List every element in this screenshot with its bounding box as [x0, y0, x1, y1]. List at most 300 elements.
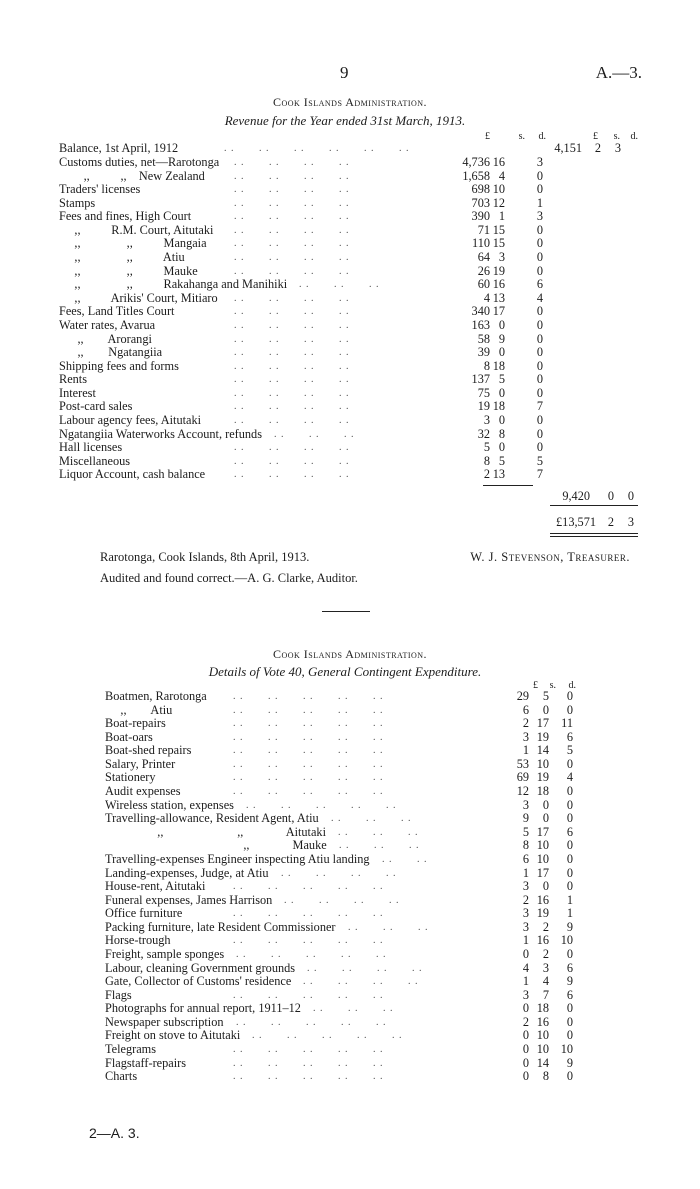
cell-shillings: 18: [536, 1001, 549, 1016]
cell-shillings: 10: [536, 851, 549, 866]
table-row: [105, 1016, 585, 1030]
cell-shillings: 16: [536, 892, 549, 907]
table-row: [59, 468, 559, 482]
table-row: [105, 934, 585, 948]
row-label: ,, ,, Mangaia: [59, 236, 207, 251]
row-label: Freight, sample sponges: [105, 946, 225, 961]
cell-shillings: 4: [498, 168, 505, 183]
table-row: [59, 210, 559, 224]
leader-dots: . . . . . . . .: [234, 374, 374, 386]
cell-pounds: 58: [477, 331, 490, 346]
leader-dots: . . . . . . . .: [234, 360, 374, 372]
exp-header-pence: d.: [568, 680, 576, 691]
exp-header-shillings: s.: [549, 680, 556, 691]
revenue-grand-total: [548, 515, 638, 529]
cell-pounds: 3: [522, 919, 529, 934]
cell-shillings: 12: [492, 195, 505, 210]
row-label: Horse-trough: [105, 933, 171, 948]
cell-pounds: 5: [483, 440, 490, 455]
cell-pounds: 9: [522, 811, 529, 826]
cell-pounds: 39: [477, 345, 490, 360]
leader-dots: . . . . . . . .: [307, 962, 447, 974]
total-rule-top: [550, 505, 638, 506]
cell-shillings: 0: [498, 385, 505, 400]
cell-pence: 0: [566, 879, 573, 894]
table-row: [59, 305, 559, 319]
table-row: [59, 373, 559, 387]
row-label: House-rent, Aitutaki: [105, 879, 206, 894]
row-label: Boatmen, Rarotonga: [105, 689, 207, 703]
leader-dots: . . . . . . . . . .: [246, 799, 421, 811]
row-label: Salary, Printer: [105, 756, 176, 771]
table-row: [59, 333, 559, 347]
row-label: Travelling-allowance, Resident Agent, Atiu: [105, 811, 319, 826]
cell-pence: 0: [566, 865, 573, 880]
revenue-subtotal: [548, 489, 638, 503]
cell-pence: 0: [536, 440, 543, 455]
table-row: [59, 278, 559, 292]
table-row: [59, 156, 559, 170]
table-row: [105, 704, 585, 718]
cell-shillings: 17: [492, 304, 505, 319]
cell-pence: 0: [536, 304, 543, 319]
table-row: [59, 237, 559, 251]
cell-pounds: 53: [516, 756, 529, 771]
table-row: [59, 197, 559, 211]
table-row: [59, 265, 559, 279]
cell-pence: 1: [566, 892, 573, 907]
revenue-items: [59, 156, 559, 482]
leader-dots: . . . . . . . . . .: [233, 1071, 408, 1083]
row-label: Funeral expenses, James Harrison: [105, 892, 273, 907]
cell-shillings: 17: [536, 824, 549, 839]
cell-pence: 1: [566, 906, 573, 921]
cell-shillings: 0: [498, 345, 505, 360]
cell-shillings: 18: [492, 358, 505, 373]
row-label: Shipping fees and forms: [59, 358, 179, 373]
cell-pounds: 0: [522, 1042, 529, 1057]
exp-header-pounds: £: [533, 680, 538, 691]
row-label: Flags: [105, 987, 132, 1002]
cell-shillings: 18: [536, 784, 549, 799]
cell-shillings: 10: [536, 838, 549, 853]
cell-pounds: 0: [522, 1028, 529, 1043]
leader-dots: . . . .: [382, 853, 452, 865]
cell-pounds: 60: [477, 277, 490, 292]
cell-shillings: 16: [492, 277, 505, 292]
row-label: ,, Arorangi: [59, 331, 152, 346]
cell-pounds: 1: [522, 933, 529, 948]
leader-dots: . . . . . . . . . .: [252, 1030, 427, 1042]
cell-pence: 5: [566, 743, 573, 758]
balance-shillings: 2: [594, 141, 601, 155]
leader-dots: . . . . . . . .: [234, 184, 374, 196]
leader-dots: . . . . . .: [274, 428, 379, 440]
leader-dots: . . . . . .: [299, 279, 404, 291]
cell-shillings: 0: [498, 412, 505, 427]
row-label: Packing furniture, late Resident Commissioner: [105, 919, 336, 934]
table-row: [59, 455, 559, 469]
cell-pence: 0: [536, 412, 543, 427]
leader-dots: . . . . . . . .: [234, 401, 374, 413]
row-label: Hall licenses: [59, 440, 123, 455]
row-label: Boat-repairs: [105, 716, 166, 731]
cell-shillings: 3: [542, 960, 549, 975]
table-row: [105, 799, 585, 813]
row-label: Charts: [105, 1069, 138, 1084]
cell-pence: 1: [536, 195, 543, 210]
cell-pence: 9: [566, 1055, 573, 1070]
cell-shillings: 16: [492, 155, 505, 169]
leader-dots: . . . . . . . . . . . .: [224, 143, 434, 154]
cell-pounds: 703: [471, 195, 490, 210]
cell-pounds: 3: [522, 797, 529, 812]
cell-shillings: 19: [536, 906, 549, 921]
leader-dots: . . . . . . . .: [234, 333, 374, 345]
cell-pence: 0: [536, 263, 543, 278]
cell-shillings: 18: [492, 399, 505, 414]
cell-pence: 9: [566, 974, 573, 989]
cell-pence: 0: [536, 426, 543, 441]
cell-pence: 10: [560, 1042, 573, 1057]
leader-dots: . . . . . . . . . .: [233, 704, 408, 716]
row-label: ,, ,, Atiu: [59, 250, 185, 265]
row-label: Stationery: [105, 770, 156, 785]
cell-pounds: 137: [471, 372, 490, 387]
cell-shillings: 0: [542, 811, 549, 826]
leader-dots: . . . . . . . .: [234, 170, 374, 182]
cell-pence: 6: [566, 729, 573, 744]
row-label: ,, ,, New Zealand: [59, 168, 205, 183]
subtotal-pence: 0: [627, 489, 634, 503]
leader-dots: . . . . . . . .: [234, 197, 374, 209]
cell-pence: 0: [566, 1014, 573, 1029]
cell-pence: 0: [566, 784, 573, 799]
table-row: [105, 771, 585, 785]
table-row: [105, 717, 585, 731]
table-row: [59, 319, 559, 333]
cell-pence: 0: [566, 946, 573, 961]
cell-pounds: 4,736: [462, 155, 490, 169]
total-rule-double-a: [550, 533, 638, 534]
cell-pence: 0: [536, 358, 543, 373]
row-label: ,, Arikis' Court, Mitiaro: [59, 290, 218, 305]
cell-pence: 0: [566, 838, 573, 853]
cell-pounds: 0: [522, 1001, 529, 1016]
row-label: ,, ,, Rakahanga and Manihiki: [59, 277, 288, 292]
cell-shillings: 19: [536, 729, 549, 744]
leader-dots: . . . . . . . . . .: [236, 1016, 411, 1028]
leader-dots: . . . . . . . .: [234, 455, 374, 467]
cell-shillings: 5: [498, 372, 505, 387]
cell-pence: 0: [566, 797, 573, 812]
cell-pounds: 6: [522, 851, 529, 866]
cell-pounds: 8: [483, 358, 490, 373]
cell-pence: 9: [566, 919, 573, 934]
row-label: Liquor Account, cash balance: [59, 467, 206, 482]
cell-pence: 0: [536, 222, 543, 237]
cell-pounds: 29: [516, 689, 529, 703]
leader-dots: . . . . . . . .: [284, 894, 424, 906]
cell-pence: 0: [566, 851, 573, 866]
cell-pence: 3: [536, 155, 543, 169]
table-row: [105, 880, 585, 894]
row-label: Office furniture: [105, 906, 183, 921]
table-row: [105, 867, 585, 881]
cell-pence: 0: [536, 345, 543, 360]
leader-dots: . . . . . . . . . .: [233, 1044, 408, 1056]
col-header-pence: d.: [538, 131, 546, 142]
cell-pounds: 163: [471, 317, 490, 332]
balance-pence: 3: [614, 141, 621, 155]
leader-dots: . . . . . . . .: [234, 292, 374, 304]
cell-pounds: 5: [522, 824, 529, 839]
table-row: [59, 346, 559, 360]
row-label: Ngatangiia Waterworks Account, refunds: [59, 426, 262, 441]
leader-dots: . . . . . . . . . .: [233, 908, 408, 920]
row-label: Interest: [59, 385, 96, 400]
cell-pence: 4: [536, 290, 543, 305]
cell-shillings: 0: [498, 440, 505, 455]
cell-shillings: 14: [536, 1055, 549, 1070]
leader-dots: . . . . . . . .: [234, 224, 374, 236]
cell-shillings: 10: [536, 1042, 549, 1057]
leader-dots: . . . . . .: [313, 1003, 418, 1015]
cell-pounds: 3: [522, 879, 529, 894]
table-row: [59, 400, 559, 414]
table-row: [59, 387, 559, 401]
row-label: Traders' licenses: [59, 182, 141, 197]
revenue-subtitle: Revenue for the Year ended 31st March, 1913.: [224, 113, 466, 128]
table-row: [105, 962, 585, 976]
cell-pence: 6: [566, 960, 573, 975]
cell-shillings: 10: [536, 1028, 549, 1043]
cell-pence: 0: [566, 1069, 573, 1084]
table-row: [105, 785, 585, 799]
row-label: Telegrams: [105, 1042, 157, 1057]
row-label: Post-card sales: [59, 399, 133, 414]
cell-shillings: 0: [542, 797, 549, 812]
total-header-shillings: s.: [613, 131, 620, 142]
row-label: Miscellaneous: [59, 453, 131, 468]
cell-pounds: 3: [522, 987, 529, 1002]
row-label: Fees, Land Titles Court: [59, 304, 175, 319]
leader-dots: . . . . . .: [339, 840, 444, 852]
row-label: Water rates, Avarua: [59, 317, 156, 332]
row-label: Boat-shed repairs: [105, 743, 192, 758]
cell-pounds: 32: [477, 426, 490, 441]
table-row: [105, 853, 585, 867]
cell-shillings: 7: [542, 987, 549, 1002]
page-number: 9: [340, 63, 349, 82]
total-rule-double-b: [550, 536, 638, 537]
cell-pounds: 3: [522, 729, 529, 744]
revenue-title: Cook Islands Administration.: [272, 95, 428, 109]
subtotal-shillings: 0: [607, 489, 614, 503]
cell-pence: 6: [566, 987, 573, 1002]
cell-pence: 4: [566, 770, 573, 785]
cell-pounds: 3: [522, 906, 529, 921]
row-label: Newspaper subscription: [105, 1014, 224, 1029]
cell-shillings: 10: [492, 182, 505, 197]
cell-pence: 0: [536, 372, 543, 387]
balance-label: Balance, 1st April, 1912: [59, 141, 179, 155]
leader-dots: . . . . . . . .: [303, 976, 443, 988]
cell-pence: 0: [536, 317, 543, 332]
cell-shillings: 2: [542, 919, 549, 934]
cell-pence: 0: [566, 756, 573, 771]
table-row: [105, 1057, 585, 1071]
row-label: ,, ,, Aitutaki: [105, 824, 327, 839]
leader-dots: . . . . . . . .: [234, 306, 374, 318]
expenditure-items: [105, 690, 585, 1084]
cell-shillings: 16: [536, 933, 549, 948]
table-row: [59, 360, 559, 374]
table-row: [105, 1029, 585, 1043]
table-row: [105, 826, 585, 840]
cell-shillings: 15: [492, 236, 505, 251]
leader-dots: . . . . . . . .: [234, 319, 374, 331]
cell-pounds: 0: [522, 946, 529, 961]
cell-shillings: 0: [542, 879, 549, 894]
cell-pounds: 110: [472, 236, 490, 251]
cell-shillings: 4: [542, 974, 549, 989]
leader-dots: . . . . . . . . . .: [233, 935, 408, 947]
table-row: [105, 894, 585, 908]
page-reference: A.—3.: [595, 63, 642, 82]
table-row: [59, 441, 559, 455]
leader-dots: . . . . . .: [348, 921, 453, 933]
leader-dots: . . . . . . . . . .: [233, 731, 408, 743]
table-row: [105, 921, 585, 935]
cell-shillings: 0: [498, 317, 505, 332]
cell-shillings: 0: [542, 702, 549, 717]
cell-pounds: 6: [522, 702, 529, 717]
subtotal-pounds: 9,420: [562, 489, 590, 503]
table-row: [105, 839, 585, 853]
total-header-pounds: £: [593, 131, 598, 142]
expenditure-title: Cook Islands Administration.: [272, 647, 428, 661]
table-row: [59, 292, 559, 306]
cell-pounds: 3: [483, 412, 490, 427]
cell-pounds: 26: [477, 263, 490, 278]
table-row: [105, 1070, 585, 1084]
row-label: Labour, cleaning Government grounds: [105, 960, 296, 975]
table-row: [59, 170, 559, 184]
balance-pounds: 4,151: [554, 141, 582, 155]
section-divider: [322, 611, 370, 612]
cell-pence: 3: [536, 209, 543, 224]
leader-dots: . . . . . . . . . .: [233, 691, 408, 702]
leader-dots: . . . . . .: [331, 813, 436, 825]
table-row: [105, 744, 585, 758]
cell-pence: 0: [566, 811, 573, 826]
cell-shillings: 14: [536, 743, 549, 758]
table-row: [105, 907, 585, 921]
cell-pence: 0: [566, 1001, 573, 1016]
cell-pounds: 2: [522, 892, 529, 907]
table-row: [59, 183, 559, 197]
leader-dots: . . . . . . . .: [234, 387, 374, 399]
row-label: Stamps: [59, 195, 96, 210]
row-label: Photographs for annual report, 1911–12: [105, 1001, 301, 1016]
leader-dots: . . . . . . . . . .: [233, 881, 408, 893]
cell-pence: 5: [536, 453, 543, 468]
row-label: Customs duties, net—Rarotonga: [59, 155, 220, 169]
cell-shillings: 1: [498, 209, 505, 224]
cell-shillings: 16: [536, 1014, 549, 1029]
cell-pounds: 1,658: [462, 168, 490, 183]
cell-pounds: 19: [477, 399, 490, 414]
cell-pounds: 698: [471, 182, 490, 197]
cell-pence: 0: [566, 689, 573, 703]
expenditure-subtitle: Details of Vote 40, General Contingent Expenditure.: [208, 664, 482, 679]
cell-pounds: 2: [522, 1014, 529, 1029]
cell-shillings: 2: [542, 946, 549, 961]
cell-pounds: 71: [477, 222, 490, 237]
cell-pounds: 340: [471, 304, 490, 319]
cell-shillings: 8: [498, 426, 505, 441]
col-header-shillings: s.: [518, 131, 525, 142]
table-row: [105, 758, 585, 772]
total-header-pence: d.: [630, 131, 638, 142]
cell-pence: 0: [536, 331, 543, 346]
table-row: [105, 948, 585, 962]
cell-pounds: 64: [477, 250, 490, 265]
row-label: Freight on stove to Aitutaki: [105, 1028, 241, 1043]
cell-shillings: 17: [536, 865, 549, 880]
cell-pounds: 1: [522, 743, 529, 758]
cell-pounds: 1: [522, 974, 529, 989]
row-label: ,, ,, Mauke: [59, 263, 198, 278]
leader-dots: . . . . . . . . . .: [233, 989, 408, 1001]
table-row: [105, 1043, 585, 1057]
leader-dots: . . . . . . . . . .: [233, 772, 408, 784]
cell-pence: 0: [566, 1028, 573, 1043]
leader-dots: . . . . . . . .: [281, 867, 421, 879]
row-label: Rents: [59, 372, 88, 387]
cell-pence: 0: [536, 168, 543, 183]
cell-pounds: 4: [483, 290, 490, 305]
cell-shillings: 10: [536, 756, 549, 771]
cell-pounds: 4: [522, 960, 529, 975]
cell-pence: 0: [536, 385, 543, 400]
cell-shillings: 13: [492, 290, 505, 305]
leader-dots: . . . . . . . .: [234, 252, 374, 264]
cell-pence: 6: [536, 277, 543, 292]
leader-dots: . . . . . . . . . .: [233, 745, 408, 757]
leader-dots: . . . . . . . .: [234, 211, 374, 223]
table-row: [105, 812, 585, 826]
cell-shillings: 3: [498, 250, 505, 265]
row-label: ,, R.M. Court, Aitutaki: [59, 222, 214, 237]
cell-pence: 7: [536, 467, 543, 482]
table-row: [105, 975, 585, 989]
cell-shillings: 17: [536, 716, 549, 731]
audit-statement: Audited and found correct.—A. G. Clarke, Auditor.: [100, 571, 358, 585]
cell-shillings: 9: [498, 331, 505, 346]
row-label: Wireless station, expenses: [105, 797, 234, 812]
cell-shillings: 13: [492, 467, 505, 482]
cell-pounds: 8: [483, 453, 490, 468]
cell-pounds: 0: [522, 1055, 529, 1070]
row-label: Travelling-expenses Engineer inspecting Atiu landing: [105, 851, 370, 866]
row-label: ,, Ngatangiia: [59, 345, 163, 360]
leader-dots: . . . . . . . .: [234, 238, 374, 250]
cell-shillings: 5: [542, 689, 549, 703]
cell-pounds: 390: [471, 209, 490, 224]
table-row: [105, 1002, 585, 1016]
